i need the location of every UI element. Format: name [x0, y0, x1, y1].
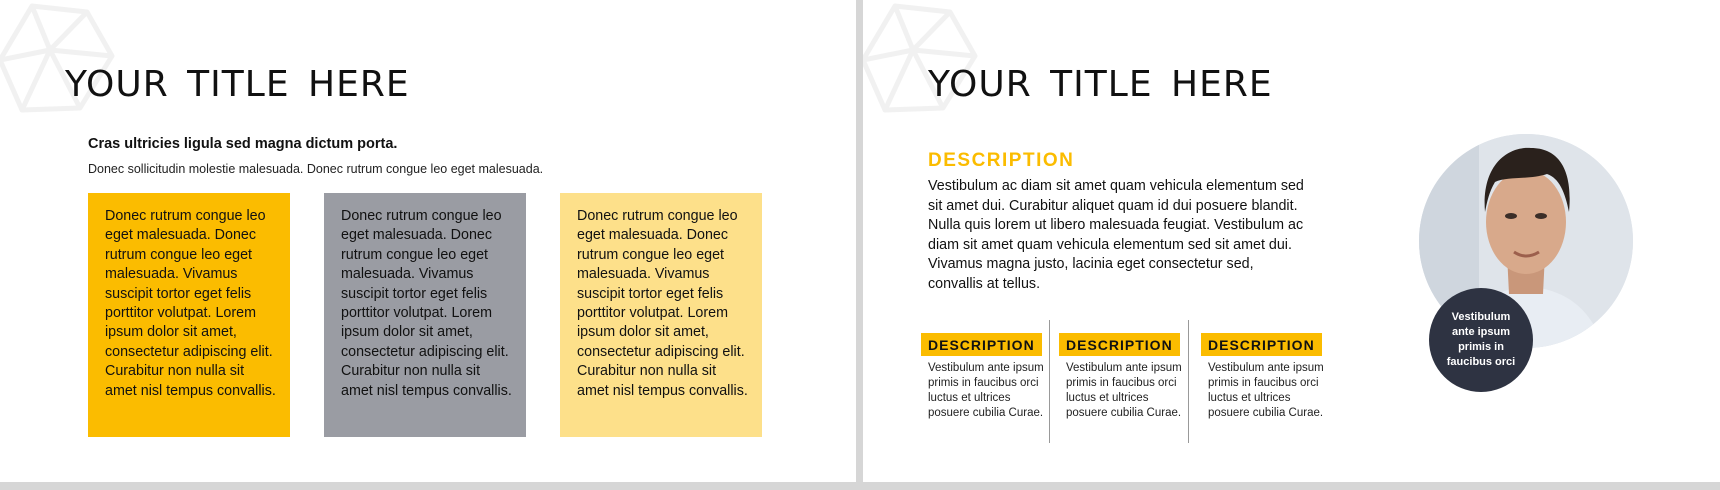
- description-column: [1201, 333, 1324, 421]
- text-box-yellow: Donec rutrum congue leo eget malesuada. Donec rutrum congue leo eget malesuada. Vivamus suscipit tortor eget felis porttitor volutpat. Lorem ipsum dolor sit amet, consectetur adipiscing elit. Curabitur non nulla sit amet nisl tempus convallis.: [88, 193, 290, 437]
- description-column: [1059, 333, 1182, 421]
- subheading: Cras ultricies ligula sed magna dictum porta.: [88, 136, 398, 152]
- column-divider: [1049, 320, 1050, 443]
- column-label: DESCRIPTION: [1059, 333, 1180, 356]
- column-divider: [1188, 320, 1189, 443]
- page-title: YOUR TITLE HERE: [928, 64, 1273, 105]
- description-heading: DESCRIPTION: [928, 150, 1075, 171]
- subtext: Donec sollicitudin molestie malesuada. Donec rutrum congue leo eget malesuada.: [88, 162, 544, 176]
- description-body: Vestibulum ac diam sit amet quam vehicula elementum sed sit amet dui. Curabitur aliquet quam id dui posuere blandit. Nulla quis lorem ut libero malesuada feugiat. Vestibulum ac diam sit amet quam vehicula elementum sed sit amet dui. Vivamus magna justo, lacinia eget consectetur sed, convallis at tellus.: [928, 178, 1304, 292]
- slide-right: [863, 0, 1720, 482]
- text-box-gray: Donec rutrum congue leo eget malesuada. Donec rutrum congue leo eget malesuada. Vivamus suscipit tortor eget felis porttitor volutpat. Lorem ipsum dolor sit amet, consectetur adipiscing elit. Curabitur non nulla sit amet nisl tempus convallis.: [324, 193, 526, 437]
- column-text: Vestibulum ante ipsum primis in faucibus orci luctus et ultrices posuere cubilia Curae.: [928, 362, 1044, 419]
- text-box-light-yellow: Donec rutrum congue leo eget malesuada. Donec rutrum congue leo eget malesuada. Vivamus suscipit tortor eget felis porttitor volutpat. Lorem ipsum dolor sit amet, consectetur adipiscing elit. Curabitur non nulla sit amet nisl tempus convallis.: [560, 193, 762, 437]
- photo-caption: Vestibulum ante ipsum primis in faucibus orci: [1429, 288, 1533, 392]
- column-text: Vestibulum ante ipsum primis in faucibus orci luctus et ultrices posuere cubilia Curae.: [1208, 362, 1324, 419]
- column-label: DESCRIPTION: [1201, 333, 1322, 356]
- slide-left: [0, 0, 856, 482]
- page-title: YOUR TITLE HERE: [65, 64, 410, 105]
- column-label: DESCRIPTION: [921, 333, 1042, 356]
- description-column: [921, 333, 1044, 421]
- column-text: Vestibulum ante ipsum primis in faucibus orci luctus et ultrices posuere cubilia Curae.: [1066, 362, 1182, 419]
